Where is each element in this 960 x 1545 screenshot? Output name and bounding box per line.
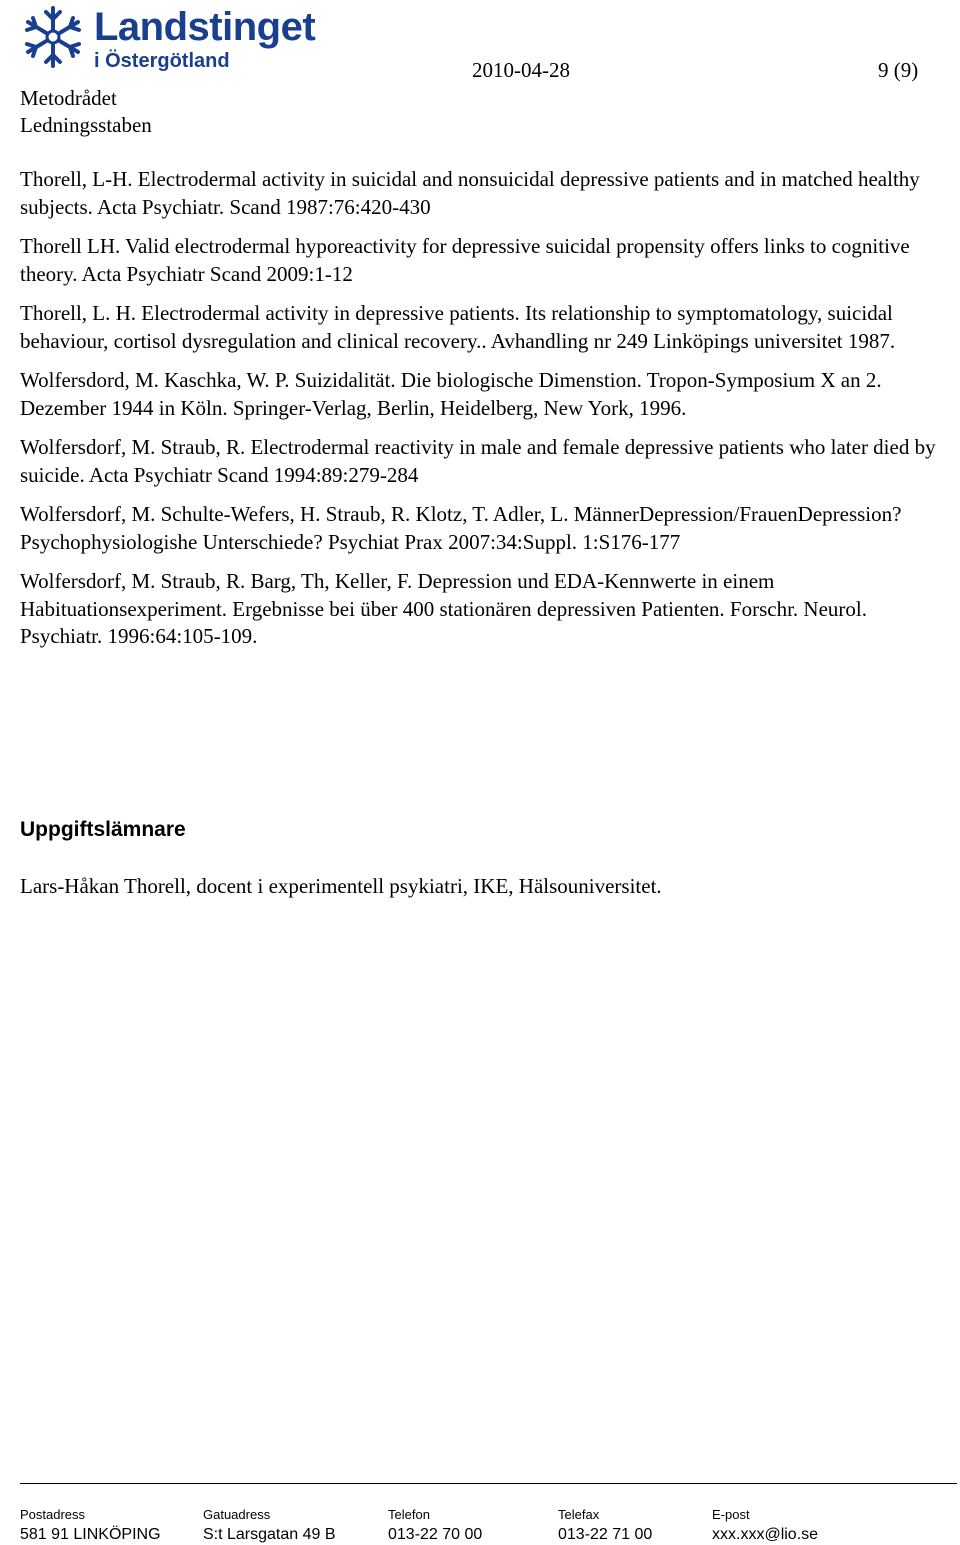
footer-email-label: E-post <box>712 1507 750 1522</box>
document-date: 2010-04-28 <box>472 58 570 82</box>
footer-street-label: Gatuadress <box>203 1507 271 1522</box>
footer-phone <box>388 1507 482 1545</box>
reference-item: Thorell, L-H. Electrodermal activity in suicidal and nonsuicidal depressive patients and in matched healthy subjects. Acta Psychiatr. Scand 1987:76:420-430 <box>20 167 920 219</box>
footer-postal <box>20 1507 161 1545</box>
reference-item: Wolfersdorf, M. Schulte-Wefers, H. Straub, R. Klotz, T. Adler, L. MännerDepression/FrauenDepression? Psychophysiologishe Unterschiede? Psychiat Prax 2007:34:Suppl. 1:S176-177 <box>20 502 902 554</box>
reference-list <box>20 166 940 663</box>
reference-item: Wolfersdorf, M. Straub, R. Barg, Th, Keller, F. Depression und EDA-Kennwerte in einem Habituationsexperiment. Ergebnisse bei über 400 stationären depressiven Patienten. Forschr. Neurol. Psychiatr. 1996:64:105-109. <box>20 569 867 648</box>
logo <box>18 2 318 78</box>
reference-item: Thorell, L. H. Electrodermal activity in depressive patients. Its relationship to symptomatology, suicidal behaviour, cortisol dysregulation and clinical recovery.. Avhandling nr 249 Linköpings universitet 1987. <box>20 301 896 353</box>
logo-subtitle: i Östergötland <box>94 50 230 72</box>
footer-phone-value: 013-22 70 00 <box>388 1526 483 1543</box>
footer-street-value: S:t Larsgatan 49 B <box>203 1526 336 1543</box>
department-name: Metodrådet <box>20 86 117 110</box>
snowflake-emblem-icon <box>18 2 88 72</box>
footer-fax <box>558 1507 652 1545</box>
section-heading-submitter: Uppgiftslämnare <box>20 818 186 841</box>
footer-postal-label: Postadress <box>20 1507 86 1522</box>
logo-name: Landstinget <box>94 5 316 49</box>
footer-postal-value: 581 91 LINKÖPING <box>20 1526 161 1543</box>
reference-item: Thorell LH. Valid electrodermal hyporeactivity for depressive suicidal propensity offers links to cognitive theory. Acta Psychiatr Scand 2009:1-12 <box>20 234 910 286</box>
footer-email <box>712 1507 818 1545</box>
submitter-text: Lars-Håkan Thorell, docent i experimentell psykiatri, IKE, Hälsouniversitet. <box>20 874 662 898</box>
footer-phone-label: Telefon <box>388 1507 430 1522</box>
reference-item: Wolfersdord, M. Kaschka, W. P. Suizidalität. Die biologische Dimenstion. Tropon-Symposium X an 2. Dezember 1944 in Köln. Springer-Verlag, Berlin, Heidelberg, New York, 1996. <box>20 368 882 420</box>
footer-fax-value: 013-22 71 00 <box>558 1526 653 1543</box>
footer-divider <box>20 1483 957 1484</box>
page-number: 9 (9) <box>878 58 919 82</box>
footer-fax-label: Telefax <box>558 1507 600 1522</box>
footer-street <box>203 1507 336 1545</box>
reference-item: Wolfersdorf, M. Straub, R. Electrodermal reactivity in male and female depressive patients who later died by suicide. Acta Psychiatr Scand 1994:89:279-284 <box>20 435 936 487</box>
footer-email-value: xxx.xxx@lio.se <box>712 1526 819 1543</box>
department-unit: Ledningsstaben <box>20 113 152 137</box>
